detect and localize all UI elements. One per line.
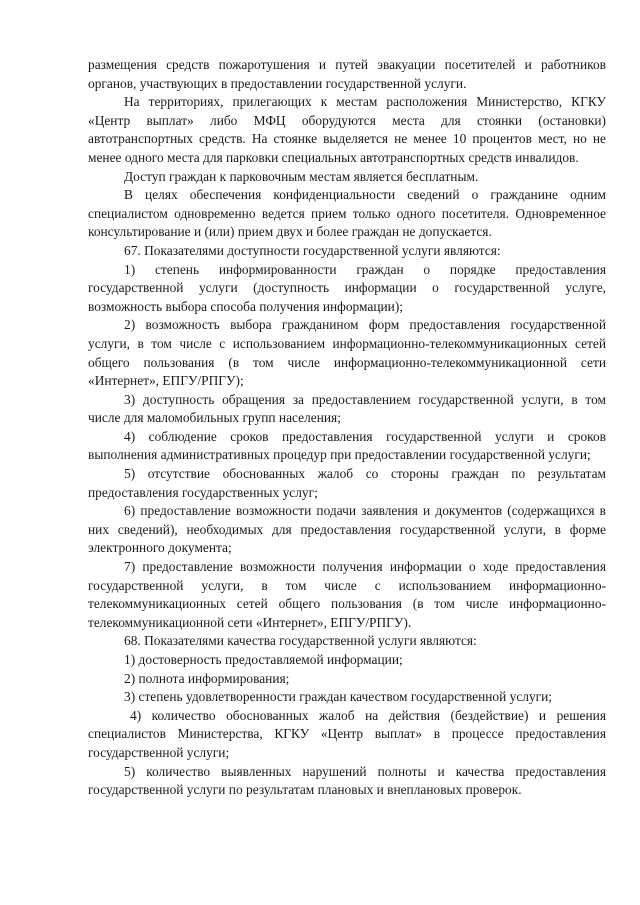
- section-68-heading: 68. Показателями качества государственной услуги являются:: [124, 633, 477, 649]
- paragraph-evacuation: размещения средств пожаротушения и путей эвакуации посетителей и работников органов, участвующих в предоставлении государственной услуги.: [88, 57, 606, 91]
- list-item-67-5: 5) отсутствие обоснованных жалоб со стороны граждан по результатам предоставления государственных услуг;: [88, 466, 606, 500]
- list-item-68-1: 1) достоверность предоставляемой информации;: [124, 652, 403, 667]
- paragraph-parking-spaces: На территориях, прилегающих к местам расположения Министерство, КГКУ «Центр выплат» либо МФЦ оборудуются места для стоянки (остановки) автотранспортных средств. На стоянке выделяется не менее 10 процентов мест, но не менее одного места для парковки специальных автотранспортных средств инвалидов.: [88, 94, 606, 165]
- list-item-68-2: 2) полнота информирования;: [124, 670, 290, 686]
- list-item-67-2: 2) возможность выбора гражданином форм предоставления государственной услуги, в том числе с использованием информационно-телекоммуникационных сетей общего пользования (в том числе информационно-телекоммуникационной сети «Интернет», ЕПГУ/РПГУ);: [88, 317, 606, 389]
- list-item-68-5: 5) количество выявленных нарушений полноты и качества предоставления государственной услуги по результатам плановых и внеплановых проверок.: [88, 763, 606, 798]
- list-item-67-3: 3) доступность обращения за предоставлением государственной услуги, в том числе для маломобильных групп населения;: [88, 391, 606, 426]
- list-item-67-6: 6) предоставление возможности подачи заявления и документов (содержащихся в них сведений), необходимых для предоставления государственной услуги, в форме электронного документа;: [88, 503, 606, 556]
- list-item-67-4: 4) соблюдение сроков предоставления государственной услуги и сроков выполнения административных процедур при предоставлении государственной услуги;: [88, 428, 606, 463]
- paragraph-parking-free: Доступ граждан к парковочным местам является бесплатным.: [124, 168, 479, 184]
- paragraph-confidentiality: В целях обеспечения конфиденциальности сведений о гражданине одним специалистом одновременно ведется прием только одного посетителя. Одновременное консультирование и (или) прием двух и более граждан не допускается.: [88, 187, 606, 240]
- list-item-68-3: 3) степень удовлетворенности граждан качеством государственной услуги;: [124, 689, 553, 705]
- list-item-67-7: 7) предоставление возможности получения информации о ходе предоставления государственной услуги, в том числе с использованием информационно-телекоммуникационных сетей общего пользования (в том числе информационно-телекоммуникационной сети «Интернет», ЕПГУ/РПГУ).: [88, 559, 606, 630]
- list-item-68-4: 4) количество обоснованных жалоб на действия (бездействие) и решения специалистов Министерства, КГКУ «Центр выплат» в процессе предоставления государственной услуги;: [88, 707, 606, 760]
- list-item-67-1: 1) степень информированности граждан о порядке предоставления государственной услуги (доступность информации о государственной услуге, возможность выбора способа получения информации);: [88, 261, 606, 314]
- section-67-heading: 67. Показателями доступности государственной услуги являются:: [124, 242, 501, 258]
